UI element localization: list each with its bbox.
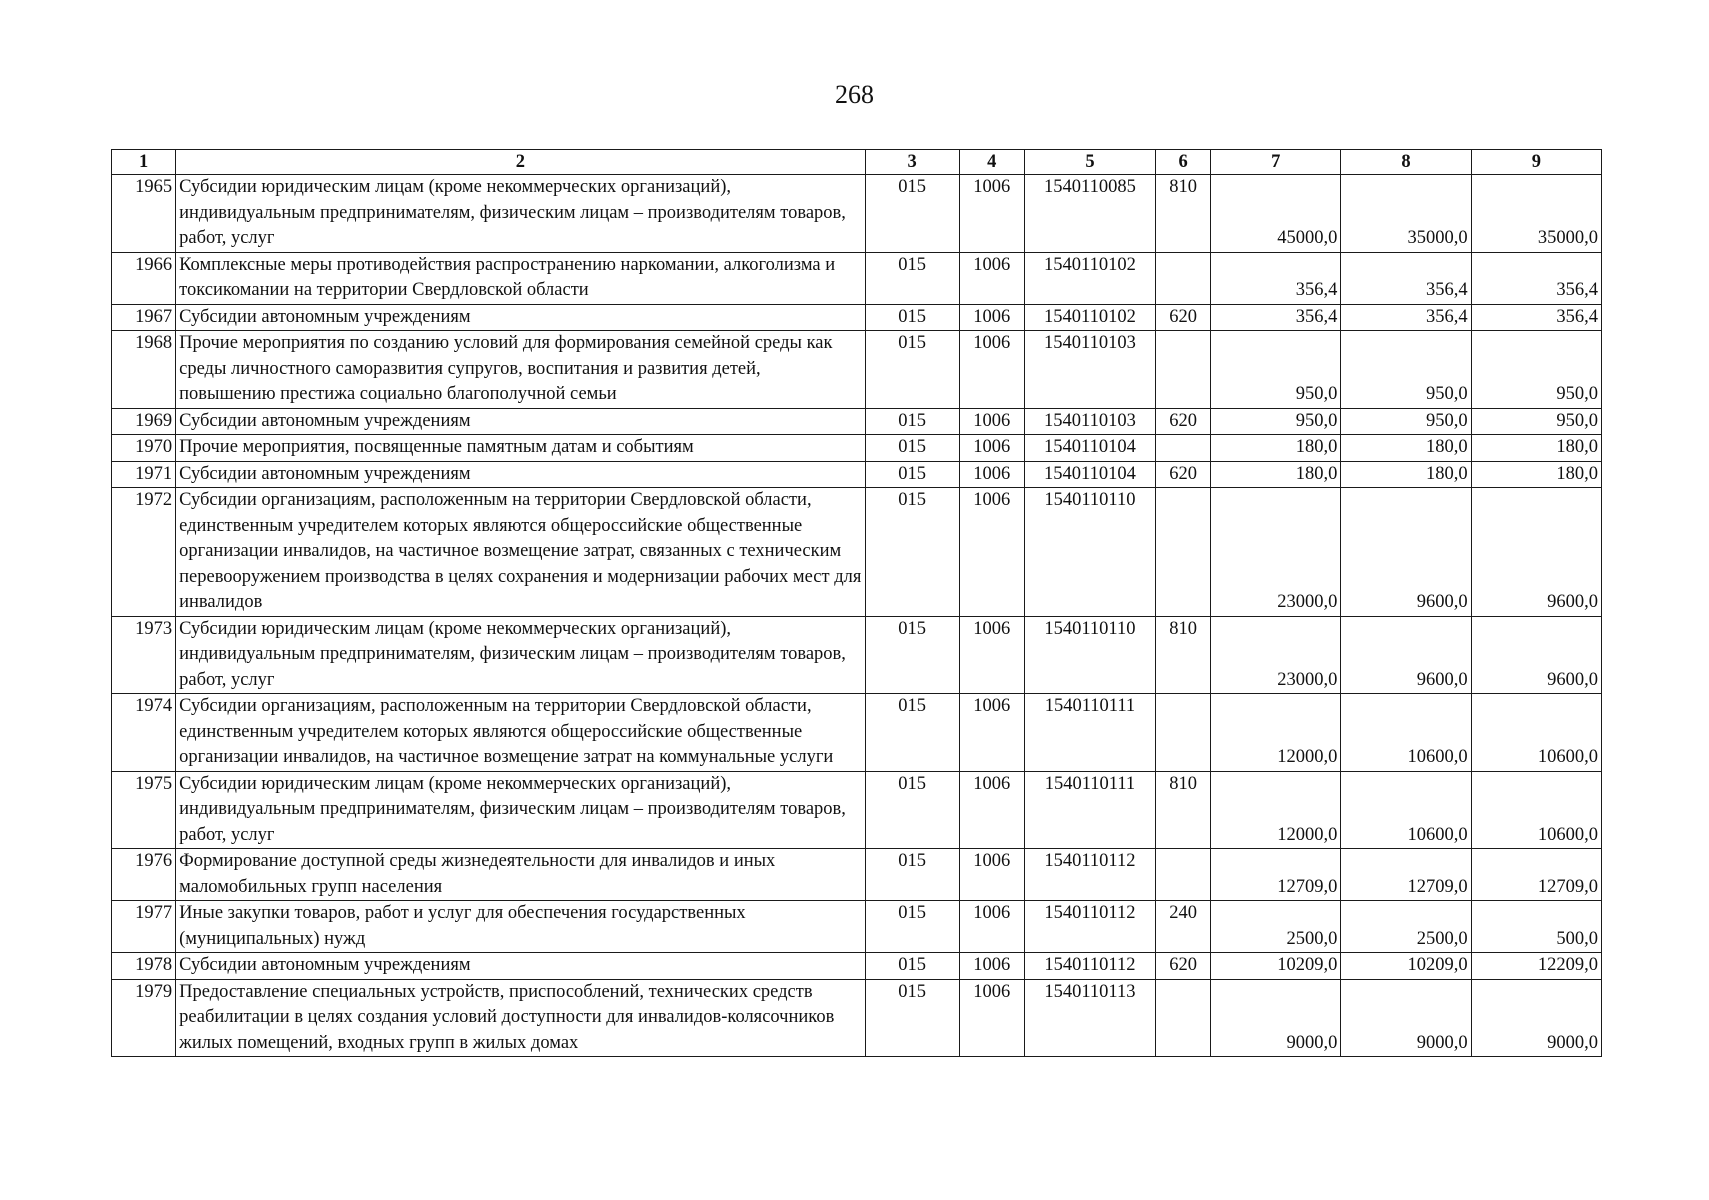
code-6-cell [1156, 488, 1211, 617]
row-number-cell: 1975 [112, 771, 176, 849]
header-cell: 6 [1156, 150, 1211, 175]
amount-8-cell: 9000,0 [1341, 979, 1471, 1057]
table-row [112, 694, 1602, 772]
code-5-cell: 1540110085 [1024, 175, 1155, 253]
amount-9-cell: 180,0 [1471, 461, 1601, 488]
amount-7-cell: 12000,0 [1211, 694, 1341, 772]
code-3-cell: 015 [865, 408, 959, 435]
table-row [112, 331, 1602, 409]
item-name-cell: Субсидии организациям, расположенным на территории Свердловской области, единственным учредителем которых являются общероссийские общественные организации инвалидов, на частичное возмещение затрат, связанных с техническим перевооружением производства в целях сохранения и модернизации рабочих мест для инвалидов [176, 488, 865, 617]
code-4-cell: 1006 [959, 953, 1024, 980]
amount-9-cell: 356,4 [1471, 304, 1601, 331]
table-row [112, 461, 1602, 488]
item-name-cell: Субсидии автономным учреждениям [176, 953, 865, 980]
code-4-cell: 1006 [959, 979, 1024, 1057]
amount-7-cell: 950,0 [1211, 408, 1341, 435]
row-number-cell: 1965 [112, 175, 176, 253]
amount-7-cell: 12000,0 [1211, 771, 1341, 849]
code-5-cell: 1540110110 [1024, 616, 1155, 694]
code-4-cell: 1006 [959, 694, 1024, 772]
code-4-cell: 1006 [959, 331, 1024, 409]
amount-9-cell: 35000,0 [1471, 175, 1601, 253]
code-3-cell: 015 [865, 901, 959, 953]
row-number-cell: 1974 [112, 694, 176, 772]
amount-7-cell: 950,0 [1211, 331, 1341, 409]
amount-8-cell: 10209,0 [1341, 953, 1471, 980]
code-6-cell: 810 [1156, 616, 1211, 694]
code-6-cell [1156, 252, 1211, 304]
code-4-cell: 1006 [959, 304, 1024, 331]
code-3-cell: 015 [865, 694, 959, 772]
code-6-cell: 620 [1156, 408, 1211, 435]
row-number-cell: 1973 [112, 616, 176, 694]
code-5-cell: 1540110104 [1024, 435, 1155, 462]
code-3-cell: 015 [865, 771, 959, 849]
code-3-cell: 015 [865, 616, 959, 694]
code-6-cell: 620 [1156, 953, 1211, 980]
amount-9-cell: 9600,0 [1471, 488, 1601, 617]
item-name-cell: Прочие мероприятия по созданию условий для формирования семейной среды как среды личностного саморазвития супругов, воспитания и развития детей, повышению престижа социально благополучной семьи [176, 331, 865, 409]
amount-9-cell: 180,0 [1471, 435, 1601, 462]
table-row [112, 435, 1602, 462]
code-6-cell [1156, 694, 1211, 772]
row-number-cell: 1977 [112, 901, 176, 953]
item-name-cell: Субсидии юридическим лицам (кроме некоммерческих организаций), индивидуальным предпринимателям, физическим лицам – производителям товаров, работ, услуг [176, 771, 865, 849]
item-name-cell: Субсидии организациям, расположенным на территории Свердловской области, единственным учредителем которых являются общероссийские общественные организации инвалидов, на частичное возмещение затрат на коммунальные услуги [176, 694, 865, 772]
amount-7-cell: 356,4 [1211, 304, 1341, 331]
code-4-cell: 1006 [959, 849, 1024, 901]
amount-8-cell: 12709,0 [1341, 849, 1471, 901]
code-6-cell: 620 [1156, 461, 1211, 488]
amount-7-cell: 180,0 [1211, 461, 1341, 488]
code-3-cell: 015 [865, 461, 959, 488]
amount-8-cell: 10600,0 [1341, 771, 1471, 849]
code-4-cell: 1006 [959, 408, 1024, 435]
item-name-cell: Субсидии автономным учреждениям [176, 461, 865, 488]
amount-7-cell: 12709,0 [1211, 849, 1341, 901]
code-3-cell: 015 [865, 331, 959, 409]
amount-8-cell: 356,4 [1341, 252, 1471, 304]
code-6-cell [1156, 979, 1211, 1057]
code-3-cell: 015 [865, 953, 959, 980]
amount-8-cell: 10600,0 [1341, 694, 1471, 772]
code-5-cell: 1540110110 [1024, 488, 1155, 617]
header-cell: 1 [112, 150, 176, 175]
code-6-cell: 620 [1156, 304, 1211, 331]
row-number-cell: 1978 [112, 953, 176, 980]
amount-7-cell: 9000,0 [1211, 979, 1341, 1057]
page-number: 268 [835, 80, 874, 109]
code-5-cell: 1540110112 [1024, 953, 1155, 980]
table-row [112, 849, 1602, 901]
amount-9-cell: 950,0 [1471, 331, 1601, 409]
amount-7-cell: 23000,0 [1211, 488, 1341, 617]
row-number-cell: 1968 [112, 331, 176, 409]
item-name-cell: Прочие мероприятия, посвященные памятным датам и событиям [176, 435, 865, 462]
amount-7-cell: 180,0 [1211, 435, 1341, 462]
item-name-cell: Предоставление специальных устройств, приспособлений, технических средств реабилитации в целях создания условий доступности для инвалидов-колясочников жилых помещений, входных групп в жилых домах [176, 979, 865, 1057]
code-4-cell: 1006 [959, 252, 1024, 304]
amount-9-cell: 356,4 [1471, 252, 1601, 304]
amount-8-cell: 356,4 [1341, 304, 1471, 331]
row-number-cell: 1967 [112, 304, 176, 331]
amount-9-cell: 950,0 [1471, 408, 1601, 435]
header-cell: 8 [1341, 150, 1471, 175]
table-row [112, 901, 1602, 953]
amount-9-cell: 10600,0 [1471, 694, 1601, 772]
amount-8-cell: 35000,0 [1341, 175, 1471, 253]
code-5-cell: 1540110111 [1024, 694, 1155, 772]
amount-9-cell: 10600,0 [1471, 771, 1601, 849]
code-5-cell: 1540110112 [1024, 901, 1155, 953]
code-6-cell [1156, 331, 1211, 409]
item-name-cell: Субсидии юридическим лицам (кроме некоммерческих организаций), индивидуальным предпринимателям, физическим лицам – производителям товаров, работ, услуг [176, 175, 865, 253]
amount-8-cell: 2500,0 [1341, 901, 1471, 953]
amount-8-cell: 9600,0 [1341, 616, 1471, 694]
code-4-cell: 1006 [959, 435, 1024, 462]
budget-table [111, 149, 1602, 1057]
amount-8-cell: 180,0 [1341, 461, 1471, 488]
table-row [112, 304, 1602, 331]
row-number-cell: 1979 [112, 979, 176, 1057]
header-cell: 9 [1471, 150, 1601, 175]
table-row [112, 252, 1602, 304]
item-name-cell: Формирование доступной среды жизнедеятельности для инвалидов и иных маломобильных групп населения [176, 849, 865, 901]
code-6-cell [1156, 435, 1211, 462]
row-number-cell: 1969 [112, 408, 176, 435]
item-name-cell: Субсидии автономным учреждениям [176, 408, 865, 435]
amount-9-cell: 9000,0 [1471, 979, 1601, 1057]
row-number-cell: 1971 [112, 461, 176, 488]
code-6-cell: 810 [1156, 771, 1211, 849]
amount-8-cell: 950,0 [1341, 408, 1471, 435]
row-number-cell: 1972 [112, 488, 176, 617]
row-number-cell: 1976 [112, 849, 176, 901]
code-5-cell: 1540110103 [1024, 331, 1155, 409]
header-cell: 4 [959, 150, 1024, 175]
item-name-cell: Комплексные меры противодействия распространению наркомании, алкоголизма и токсикомании на территории Свердловской области [176, 252, 865, 304]
item-name-cell: Субсидии автономным учреждениям [176, 304, 865, 331]
item-name-cell: Иные закупки товаров, работ и услуг для обеспечения государственных (муниципальных) нужд [176, 901, 865, 953]
code-3-cell: 015 [865, 175, 959, 253]
table-row [112, 616, 1602, 694]
amount-8-cell: 180,0 [1341, 435, 1471, 462]
code-3-cell: 015 [865, 488, 959, 617]
table-row [112, 953, 1602, 980]
code-5-cell: 1540110111 [1024, 771, 1155, 849]
header-cell: 2 [176, 150, 865, 175]
code-5-cell: 1540110102 [1024, 252, 1155, 304]
code-3-cell: 015 [865, 849, 959, 901]
code-5-cell: 1540110103 [1024, 408, 1155, 435]
table-body [112, 175, 1602, 1057]
item-name-cell: Субсидии юридическим лицам (кроме некоммерческих организаций), индивидуальным предпринимателям, физическим лицам – производителям товаров, работ, услуг [176, 616, 865, 694]
header-cell: 5 [1024, 150, 1155, 175]
header-cell: 3 [865, 150, 959, 175]
code-5-cell: 1540110113 [1024, 979, 1155, 1057]
code-4-cell: 1006 [959, 461, 1024, 488]
code-4-cell: 1006 [959, 901, 1024, 953]
amount-7-cell: 2500,0 [1211, 901, 1341, 953]
code-3-cell: 015 [865, 304, 959, 331]
code-4-cell: 1006 [959, 488, 1024, 617]
code-4-cell: 1006 [959, 616, 1024, 694]
amount-7-cell: 10209,0 [1211, 953, 1341, 980]
amount-9-cell: 500,0 [1471, 901, 1601, 953]
row-number-cell: 1970 [112, 435, 176, 462]
code-3-cell: 015 [865, 435, 959, 462]
amount-9-cell: 12709,0 [1471, 849, 1601, 901]
table-row [112, 771, 1602, 849]
table-row [112, 979, 1602, 1057]
code-6-cell [1156, 849, 1211, 901]
code-6-cell: 810 [1156, 175, 1211, 253]
code-3-cell: 015 [865, 979, 959, 1057]
table-row [112, 175, 1602, 253]
code-4-cell: 1006 [959, 771, 1024, 849]
amount-8-cell: 950,0 [1341, 331, 1471, 409]
header-row [112, 150, 1602, 175]
code-5-cell: 1540110104 [1024, 461, 1155, 488]
code-4-cell: 1006 [959, 175, 1024, 253]
amount-9-cell: 12209,0 [1471, 953, 1601, 980]
amount-7-cell: 23000,0 [1211, 616, 1341, 694]
header-cell: 7 [1211, 150, 1341, 175]
amount-7-cell: 45000,0 [1211, 175, 1341, 253]
code-5-cell: 1540110102 [1024, 304, 1155, 331]
amount-8-cell: 9600,0 [1341, 488, 1471, 617]
amount-9-cell: 9600,0 [1471, 616, 1601, 694]
table-row [112, 488, 1602, 617]
table-row [112, 408, 1602, 435]
code-5-cell: 1540110112 [1024, 849, 1155, 901]
row-number-cell: 1966 [112, 252, 176, 304]
amount-7-cell: 356,4 [1211, 252, 1341, 304]
code-3-cell: 015 [865, 252, 959, 304]
code-6-cell: 240 [1156, 901, 1211, 953]
